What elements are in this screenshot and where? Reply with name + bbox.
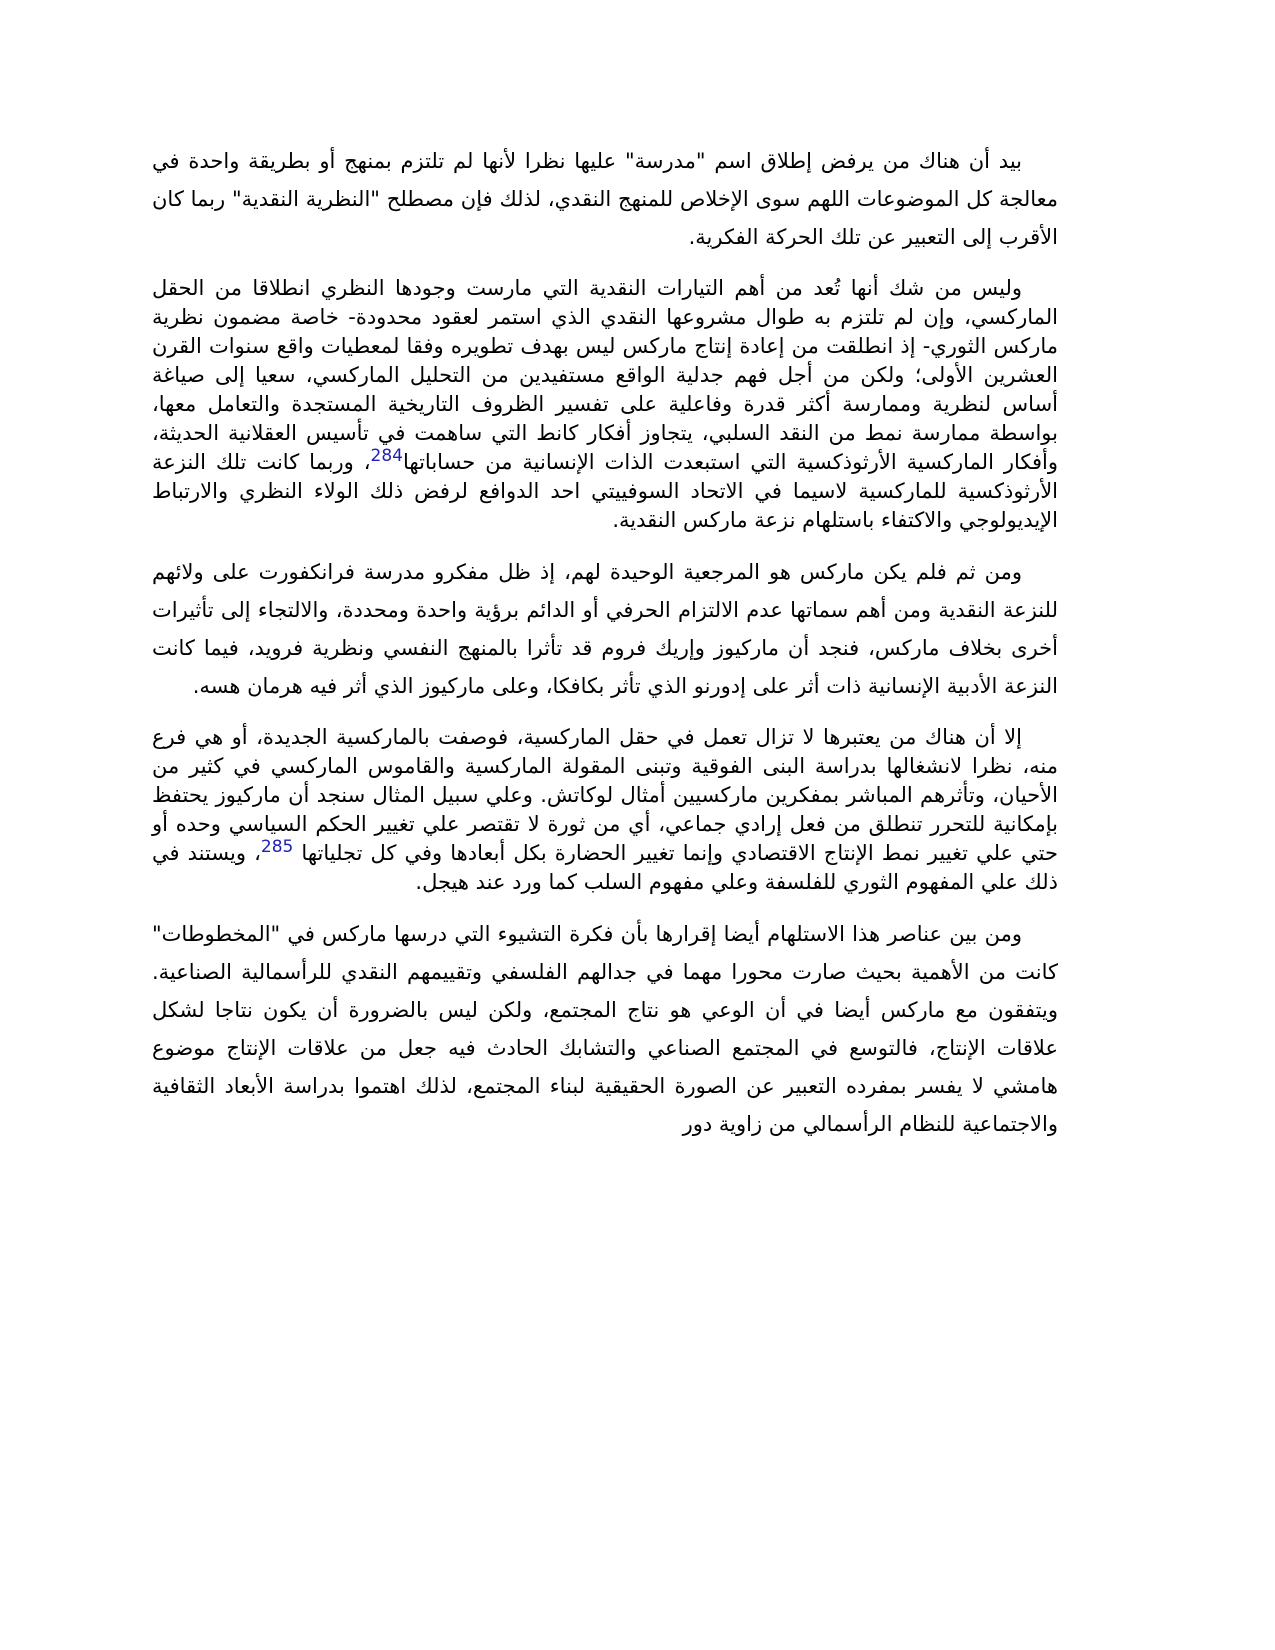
paragraph-2-text: وليس من شك أنها تُعد من أهم التيارات النقدية التي مارست وجودها النظري انطلاقا من الحقل الماركسي، وإن لم تلتزم به طوال مشروعها النقدي الذي استمر لعقود محدودة- خاصة مضمون نظرية ماركس الثوري- إذ انطلقت من إعادة إنتاج ماركس ليس بهدف تطويره وفقا لمعطيات واقع سنوات القرن العشرين الأولى؛ ولكن من أجل فهم جدلية الواقع مستفيدين من التحليل الماركسي، سعيا إلى صياغة أساس لنظرية وممارسة أكثر قدرة وفاعلية على تفسير الظروف التاريخية المستجدة والتعامل معها، بواسطة ممارسة نمط من النقد السلبي، يتجاوز أفكار كانط التي ساهمت في تأسيس العقلانية الحديثة، وأفكار الماركسية الأرثوذكسية التي استبعدت الذات الإنسانية من حساباتها [152, 276, 1058, 474]
paragraph-4-text: إلا أن هناك من يعتبرها لا تزال تعمل في حقل الماركسية، فوصفت بالماركسية الجديدة، أو هي فرع منه، نظرا لانشغالها بدراسة البنى الفوقية وتبنى المقولة الماركسية والقاموس الماركسي في كثير من الأحيان، وتأثرهم المباشر بمفكرين ماركسيين أمثال لوكاتش. وعلي سبيل المثال سنجد أن ماركيوز يحتفظ بإمكانية للتحرر تنطلق من فعل إرادي جماعي، أي من ثورة لا تقتصر علي تغيير الحكم السياسي وحده أو حتي علي تغيير نمط الإنتاج الاقتصادي وإنما تغيير الحضارة بكل أبعادها وفي كل تجلياتها [152, 725, 1058, 865]
paragraph-1: بيد أن هناك من يرفض إطلاق اسم "مدرسة" عليها نظرا لأنها لم تلتزم بمنهج أو بطريقة واحدة في معالجة كل الموضوعات اللهم سوى الإخلاص للمنهج النقدي، لذلك فإن مصطلح "النظرية النقدية" ربما كان الأقرب إلى التعبير عن تلك الحركة الفكرية. [152, 149, 1058, 249]
paragraph-4-text-continued: ، ويستند في ذلك علي المفهوم الثوري للفلسفة وعلي مفهوم السلب كما ورد عند هيجل. [152, 841, 1058, 894]
footnote-ref-284[interactable]: 284 [370, 446, 403, 466]
paragraph-4 [152, 723, 1058, 897]
paragraph-2 [152, 274, 1058, 535]
paragraph-5: ومن بين عناصر هذا الاستلهام أيضا إقرارها بأن فكرة التشيوء التي درسها ماركس في "المخطوطات" كانت من الأهمية بحيث صارت محورا مهما في جدالهم الفلسفي وتقييمهم النقدي للرأسمالية الصناعية. ويتفقون مع ماركس أيضا في أن الوعي هو نتاج المجتمع، ولكن ليس بالضرورة أن يكون نتاجا لشكل علاقات الإنتاج، فالتوسع في المجتمع الصناعي والتشابك الحادث فيه جعل من علاقات الإنتاج موضوع هامشي لا يفسر بمفرده التعبير عن الصورة الحقيقية لبناء المجتمع، لذلك اهتموا بدراسة الأبعاد الثقافية والاجتماعية للنظام الرأسمالي من زاوية دور [152, 922, 1058, 1136]
paragraph-3: ومن ثم فلم يكن ماركس هو المرجعية الوحيدة لهم، إذ ظل مفكرو مدرسة فرانكفورت على ولائهم للنزعة النقدية ومن أهم سماتها عدم الالتزام الحرفي أو الدائم برؤية واحدة ومحددة، والالتجاء إلى تأثيرات أخرى بخلاف ماركس، فنجد أن ماركيوز وإريك فروم قد تأثرا بالمنهج النفسي ونظرية فرويد، فيما كانت النزعة الأدبية الإنسانية ذات أثر على إدورنو الذي تأثر بكافكا، وعلى ماركيوز الذي أثر فيه هرمان هسه. [152, 560, 1058, 698]
footnote-ref-285[interactable]: 285 [260, 837, 294, 857]
document-page [152, 142, 1058, 1143]
paragraph-2-text-continued: ، وربما كانت تلك النزعة الأرثوذكسية للماركسية لاسيما في الاتحاد السوفييتي احد الدوافع لرفض ذلك الولاء النظري والارتباط الإيديولوجي والاكتفاء باستلهام نزعة ماركس النقدية. [152, 450, 1058, 532]
